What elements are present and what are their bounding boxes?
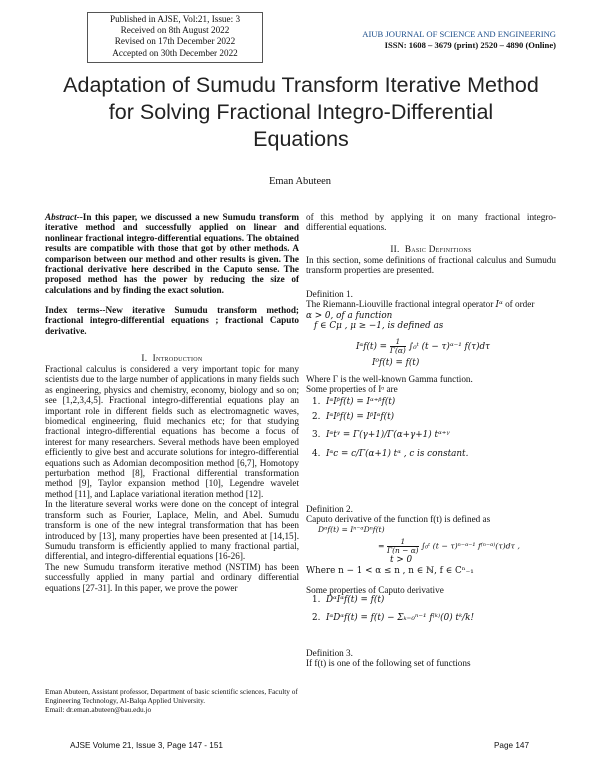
received-date: Received on 8th August 2022 (120, 25, 230, 36)
abstract: Abstract--In this paper, we discussed a new Sumudu transform iterative method and successfully applied on linear and nonlinear fractional integro-differential equations. The obtained results are compatible with those that got by other methods. A comparison between our method and other results is given. The fractional derivative here described in the Caputo sense. The proposed method has the power by reducing the size of calculations and by finding the exact solution. (45, 212, 299, 295)
def2-condition: t > 0 (390, 555, 413, 566)
section2-intro: In this section, some definitions of fractional calculus and Sumudu transform properties are presented. (306, 255, 556, 276)
intro-paragraph-1: Fractional calculus is considered a very important topic for many scientists due to the large number of applications in many fields such as engineering, physics and chemistry, economy, biology and so on; see [1,2,3,4,5]. Fractional integro-differential equations play an important role in different fields such as electromagnetic waves, biomedical engineering, fluid mechanics etc; for that studying fractional integro-differential equations has become a focus of interest for many researchers. Several methods have been employed efficiently to give best and accurate solutions for integro-differential equations such as Adomian decomposition method [6,7], Homotopy perturbation method [8], Fractional differential transformation method [9], Taylor expansion method [10], Legendre wavelet method [11], and Laplace variational iteration method [12]. (45, 364, 299, 499)
revised-date: Revised on 17th December 2022 (114, 36, 236, 47)
paper-author: Eman Abuteen (268, 176, 332, 187)
def1-property-3: 3. Iᵅtᵞ = Γ(γ+1)/Γ(α+γ+1) tᵅ⁺ᵞ (312, 429, 450, 440)
def1-operator: Iᵅ (495, 300, 503, 311)
def2-property-1: 1. DᵅIᵅf(t) = f(t) (312, 595, 385, 606)
def1-function-class: f ∈ Cμ , μ ≥ −1, is defined as (314, 321, 444, 332)
def2-property-2: 2. IᵅDᵅf(t) = f(t) − Σₖ₌₀ⁿ⁻¹ f⁽ᵏ⁾(0) tᵏ/k! (312, 612, 474, 623)
def2-properties-intro: Some properties of Caputo derivative (306, 585, 444, 596)
accepted-date: Accepted on 30th December 2022 (112, 47, 238, 58)
author-footnote (45, 687, 307, 715)
def2-where: Where n − 1 < α ≤ n , n ∈ ℕ, f ∈ Cⁿ₋₁ (306, 565, 474, 576)
definition-1 (306, 289, 556, 459)
paper-title: Adaptation of Sumudu Transform Iterative Method for Solving Fractional Integro-Differential Equations (63, 73, 539, 151)
journal-name: AIUB JOURNAL OF SCIENCE AND ENGINEERING (362, 29, 556, 39)
def3-text: If f(t) is one of the following set of functions (306, 658, 471, 669)
definition-3 (306, 648, 556, 669)
intro-paragraph-3: The new Sumudu transform iterative method (NSTIM) has been successfully applied in many partial and ordinary differential equations [27-31]. In this paper, we prove the power (45, 561, 299, 593)
def1-condition: α > 0, of a function (306, 310, 393, 321)
def1-equation-2: I⁰f(t) = f(t) (372, 357, 420, 368)
def1-property-2: 2. IᵅIᵝf(t) = IᵝIᵅf(t) (312, 412, 395, 423)
publication-info-box (87, 12, 263, 63)
introduction-body (45, 364, 299, 593)
footnote-affiliation: Eman Abuteen, Assistant professor, Department of basic scientific sciences, Faculty of Engineering Technology, Al-Balqa Applied University. (45, 687, 298, 706)
def1-text-1: The Riemann-Liouville fractional integral operator (306, 299, 494, 310)
journal-issn: ISSN: 1608 – 3679 (print) 2520 – 4890 (Online) (384, 40, 556, 50)
intro-paragraph-2: In the literature several works were done on the concept of integral transform such as Fourier, Laplace, Melin, and Abel. Sumudu transform is one of the new integral transformation that has been introduced by [13], many properties have been presented at [14,15]. Sumudu transform is efficiently applied to many fractional partial, differential, and integro-differential equations [16-26]. (45, 499, 299, 562)
definition-2 (306, 504, 556, 623)
continued-text: of this method by applying it on many fractional integro-differential equations. (306, 212, 556, 233)
gamma-note: Where Γ is the well-known Gamma function. (306, 374, 473, 385)
def1-property-4: 4. Iᵅc = c/Γ(α+1) tᵅ , c is constant. (312, 449, 469, 460)
index-terms-label: Index terms (45, 305, 100, 315)
definition-1-label: Definition 1. (306, 289, 353, 299)
section-heading-basic-definitions: II. Basic Definitions (390, 244, 472, 254)
footer-citation: AJSE Volume 21, Issue 3, Page 147 - 151 (70, 741, 223, 750)
def1-equation-1: Iᵅf(t) = $\frac{1}{\Gamma(\alpha)}$ ∫₀ᵗ (t − τ)ᵅ⁻¹ f(τ)dτ (356, 336, 491, 355)
index-terms: Index terms--New iterative Sumudu transform method; fractional integro-differential equations ; fractional Caputo derivative. (45, 305, 299, 336)
abstract-label: Abstract (45, 212, 77, 222)
definition-2-label: Definition 2. (306, 504, 353, 514)
right-column-top (306, 212, 556, 233)
definition-3-label: Definition 3. (306, 648, 353, 658)
section-heading-introduction: I. Introduction (141, 353, 203, 363)
footnote-email: Email: dr.eman.abuteen@bau.edu.jo (45, 705, 152, 715)
abstract-text: In this paper, we discussed a new Sumudu transform iterative method and successfully applied on linear and nonlinear fractional integro-differential equations. The obtained results are compatible with those that got by other methods. A comparison between our method and other results is given. The fractional derivative here described in the Caputo sense. The proposed method has the power by reducing the size of calculations and by finding the exact solution. (45, 212, 299, 295)
def1-text-2: of order (505, 299, 535, 310)
journal-header (362, 29, 556, 51)
def2-equation-main: = $\frac{1}{\Gamma(n - \alpha)}$ ∫₀ᵗ (t − τ)ⁿ⁻ᵅ⁻¹ f⁽ⁿ⁻ᵅ⁾(τ)dτ , (378, 537, 520, 556)
def2-text: Caputo derivative of the function f(t) is defined as (306, 514, 491, 525)
footer-page-number: Page 147 (493, 741, 529, 750)
published-in: Published in AJSE, Vol:21, Issue: 3 (109, 14, 241, 24)
def1-properties-intro: Some properties of Iᵅ are (306, 384, 398, 395)
def1-property-1: 1. IᵅIᵝf(t) = Iᵅ⁺ᵝf(t) (312, 396, 396, 407)
index-terms-text: New iterative Sumudu transform method; fractional integro-differential equations ; fractional Caputo derivative. (45, 305, 299, 336)
def2-equation-top: Dᵅf(t) = Iⁿ⁻ᵅDⁿf(t) (318, 524, 385, 534)
